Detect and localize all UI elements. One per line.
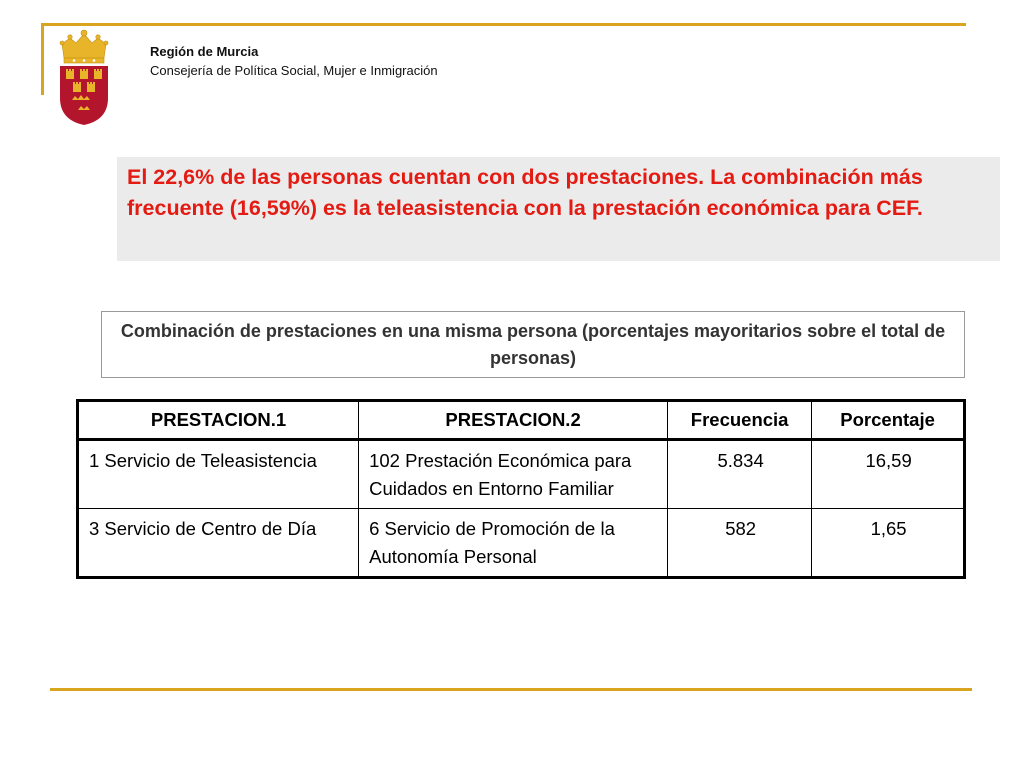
region-de-murcia-crest-icon — [56, 28, 112, 126]
region-name: Región de Murcia — [150, 44, 259, 59]
table-row — [78, 440, 965, 509]
cell-porcentaje: 16,59 — [812, 440, 965, 509]
table-row — [78, 509, 965, 578]
headline-box — [117, 157, 1000, 261]
cell-prestacion-2: 6 Servicio de Promoción de la Autonomía Personal — [359, 509, 668, 578]
department-name: Consejería de Política Social, Mujer e Inmigración — [150, 63, 438, 78]
footer-rule — [50, 688, 972, 691]
header-frecuencia: Frecuencia — [668, 401, 812, 440]
table-caption: Combinación de prestaciones en una misma persona (porcentajes mayoritarios sobre el total de personas) — [120, 320, 946, 368]
cell-frecuencia: 582 — [668, 509, 812, 578]
header-left-rule — [41, 23, 44, 95]
table-caption-box — [101, 311, 965, 378]
table-header-row — [78, 401, 965, 440]
header-prestacion-1: PRESTACION.1 — [78, 401, 359, 440]
data-table — [76, 399, 966, 579]
header-porcentaje: Porcentaje — [812, 401, 965, 440]
cell-prestacion-1: 3 Servicio de Centro de Día — [78, 509, 359, 578]
header-prestacion-2: PRESTACION.2 — [359, 401, 668, 440]
cell-prestacion-1: 1 Servicio de Teleasistencia — [78, 440, 359, 509]
cell-frecuencia: 5.834 — [668, 440, 812, 509]
cell-prestacion-2: 102 Prestación Económica para Cuidados en Entorno Familiar — [359, 440, 668, 509]
cell-porcentaje: 1,65 — [812, 509, 965, 578]
headline-text: El 22,6% de las personas cuentan con dos prestaciones. La combinación más frecuente (16,59%) es la teleasistencia con la prestación económica para CEF. — [127, 165, 923, 220]
header-top-rule — [41, 23, 966, 26]
